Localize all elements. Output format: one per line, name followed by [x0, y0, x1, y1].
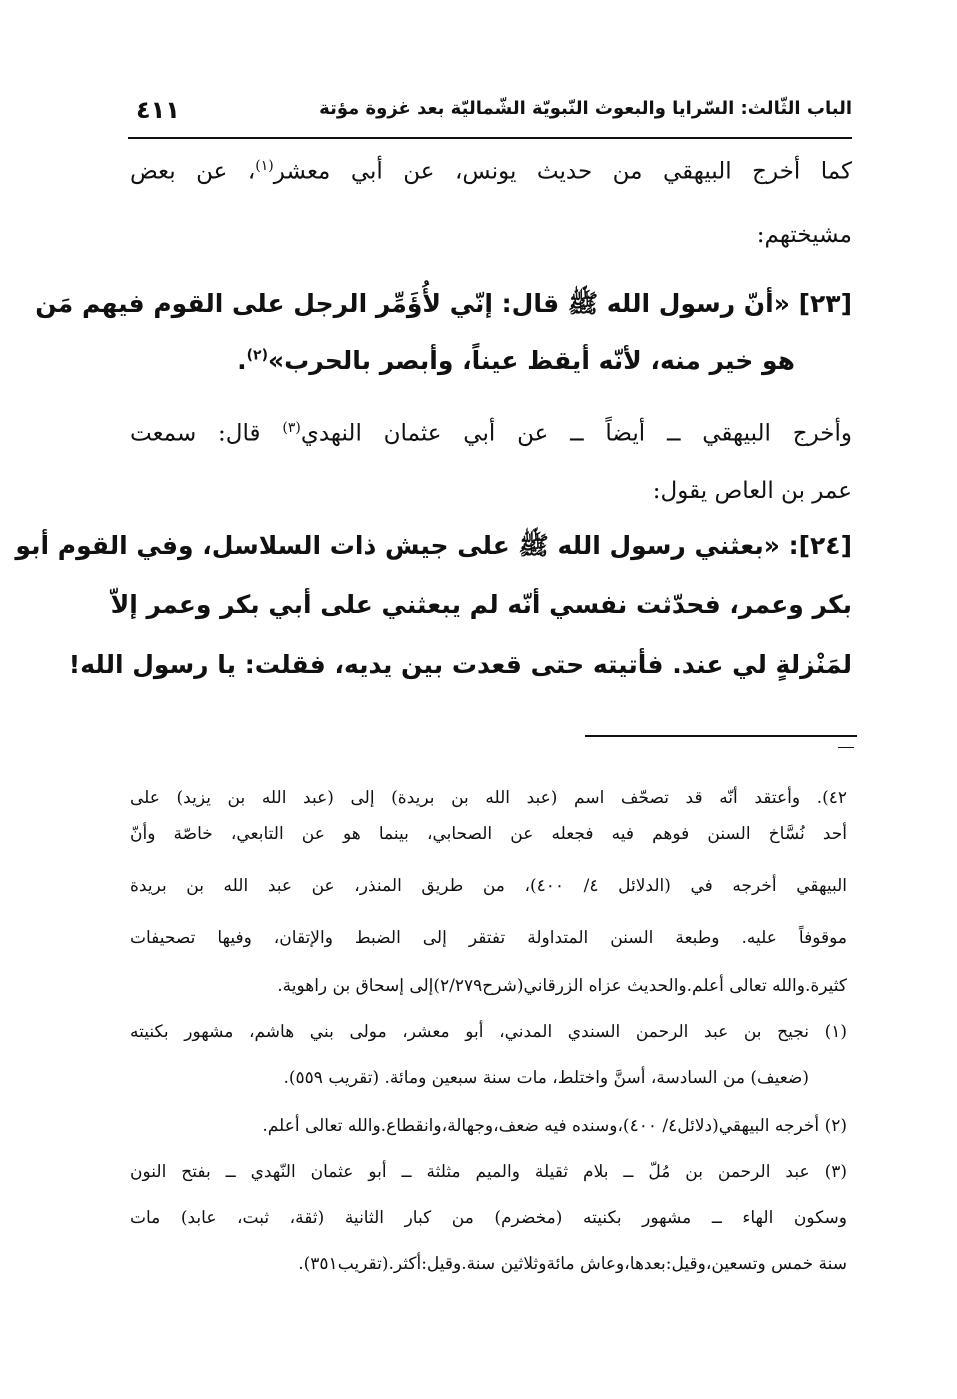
- footnote-1: [130, 1022, 847, 1042]
- footnote-line: سنة خمس وتسعين،وقيل:بعدها،وعاش مائةوثلاثين سنة.وقيل:أكثر.(تقريب٣٥١).: [298, 1254, 847, 1274]
- running-header: [130, 96, 852, 132]
- hadith-number: [٢٤]:: [788, 531, 852, 560]
- hadith-text-end: .: [237, 346, 247, 375]
- footnote-3: [130, 1162, 847, 1182]
- footnote-text: أخرجه البيهقي(دلائل٤/ ٤٠٠)،وسنده فيه ضعف،وجهالة،وانقطاع.والله تعالى أعلم.: [262, 1116, 820, 1136]
- hadith-text: هو خير منه، لأنّه أيقظ عيناً، وأبصر بالحرب»: [268, 346, 795, 375]
- footnote-ref: (٣): [282, 420, 301, 436]
- hadith-line: [130, 346, 795, 375]
- footnote-line: موقوفاً عليه. وطبعة السنن المتداولة تفتقر إلى الضبط والإتقان، وفيها تصحيفات: [130, 928, 847, 948]
- page-number: ٤١١: [136, 96, 180, 124]
- hadith-line: [35, 288, 852, 325]
- footnote-number: (٣): [824, 1162, 848, 1182]
- intro-line: [130, 158, 852, 185]
- footnote-divider: [585, 735, 857, 737]
- footnote-text: عبد الرحمن بن مُلّ ــ بلام ثقيلة والميم مثلثة ــ أبو عثمان النّهدي ــ بفتح النون: [130, 1162, 810, 1182]
- hadith-line: لمَنْزلةٍ لي عند. فأتيته حتى قعدت بين يديه، فقلت: يا رسول الله!: [68, 650, 852, 679]
- footnote-line: البيهقي أخرجه في (الدلائل ٤/ ٤٠٠)، من طريق المنذر، عن عبد الله بن بريدة: [130, 876, 847, 896]
- paragraph-line: [130, 420, 852, 447]
- footnote-line: (ضعيف) من السادسة، أسنَّ واختلط، مات سنة سبعين ومائة. (تقريب ٥٥٩).: [283, 1068, 809, 1088]
- footnote-number: (٢): [824, 1116, 847, 1136]
- hadith-number: [٢٣]: [798, 289, 852, 318]
- paragraph-line: عمر بن العاص يقول:: [652, 478, 852, 504]
- footnote-line: كثيرة.والله تعالى أعلم.والحديث عزاه الزرقاني(شرح٢/٢٧٩)إلى إسحاق بن راهوية.: [277, 976, 847, 996]
- footnote-line: أحد نُسَّاخ السنن فوهم فيه فجعله عن الصحابي، بينما هو عن التابعي، خاصّة وأنّ: [130, 824, 847, 844]
- footnote-line: ٤٢). وأعتقد أنّه قد تصحّف اسم (عبد الله بن بريدة) إلى (عبد الله بن يزيد) على: [130, 788, 847, 808]
- footnote-ref: (١): [255, 158, 274, 174]
- chapter-title: الباب الثّالث: السّرايا والبعوث النّبويّة الشّماليّة بعد غزوة مؤتة: [319, 98, 852, 119]
- footnote-text: نجيح بن عبد الرحمن السندي المدني، أبو معشر، مولى بني هاشم، مشهور بكنيته: [130, 1022, 809, 1042]
- intro-text: كما أخرج البيهقي من حديث يونس، عن أبي معشر: [273, 158, 852, 185]
- paragraph-text: وأخرج البيهقي ــ أيضاً ــ عن أبي عثمان النهدي: [300, 420, 852, 447]
- hadith-line: [15, 530, 852, 567]
- footnote-ref: (٢): [246, 347, 268, 364]
- footnote-2: [130, 1116, 847, 1136]
- hadith-line: بكر وعمر، فحدّثت نفسي أنّه لم يبعثني على أبي بكر وعمر إلاّ: [110, 590, 852, 619]
- header-divider: [128, 137, 852, 139]
- intro-line: مشيختهم:: [756, 222, 852, 248]
- footnote-line: وسكون الهاء ــ مشهور بكنيته (مخضرم) من كبار الثانية (ثقة، ثبت، عابد) مات: [130, 1208, 847, 1228]
- footnote-number: (١): [824, 1022, 847, 1042]
- intro-text-end: ، عن بعض: [130, 158, 256, 185]
- continuation-marker: [838, 747, 854, 748]
- hadith-text: «أنّ رسول الله ﷺ قال: إنّي لأُؤَمِّر الرجل على القوم فيهم مَن: [35, 289, 790, 318]
- paragraph-text-end: قال: سمعت: [130, 420, 283, 447]
- hadith-text: «بعثني رسول الله ﷺ على جيش ذات السلاسل، وفي القوم أبو: [15, 531, 780, 560]
